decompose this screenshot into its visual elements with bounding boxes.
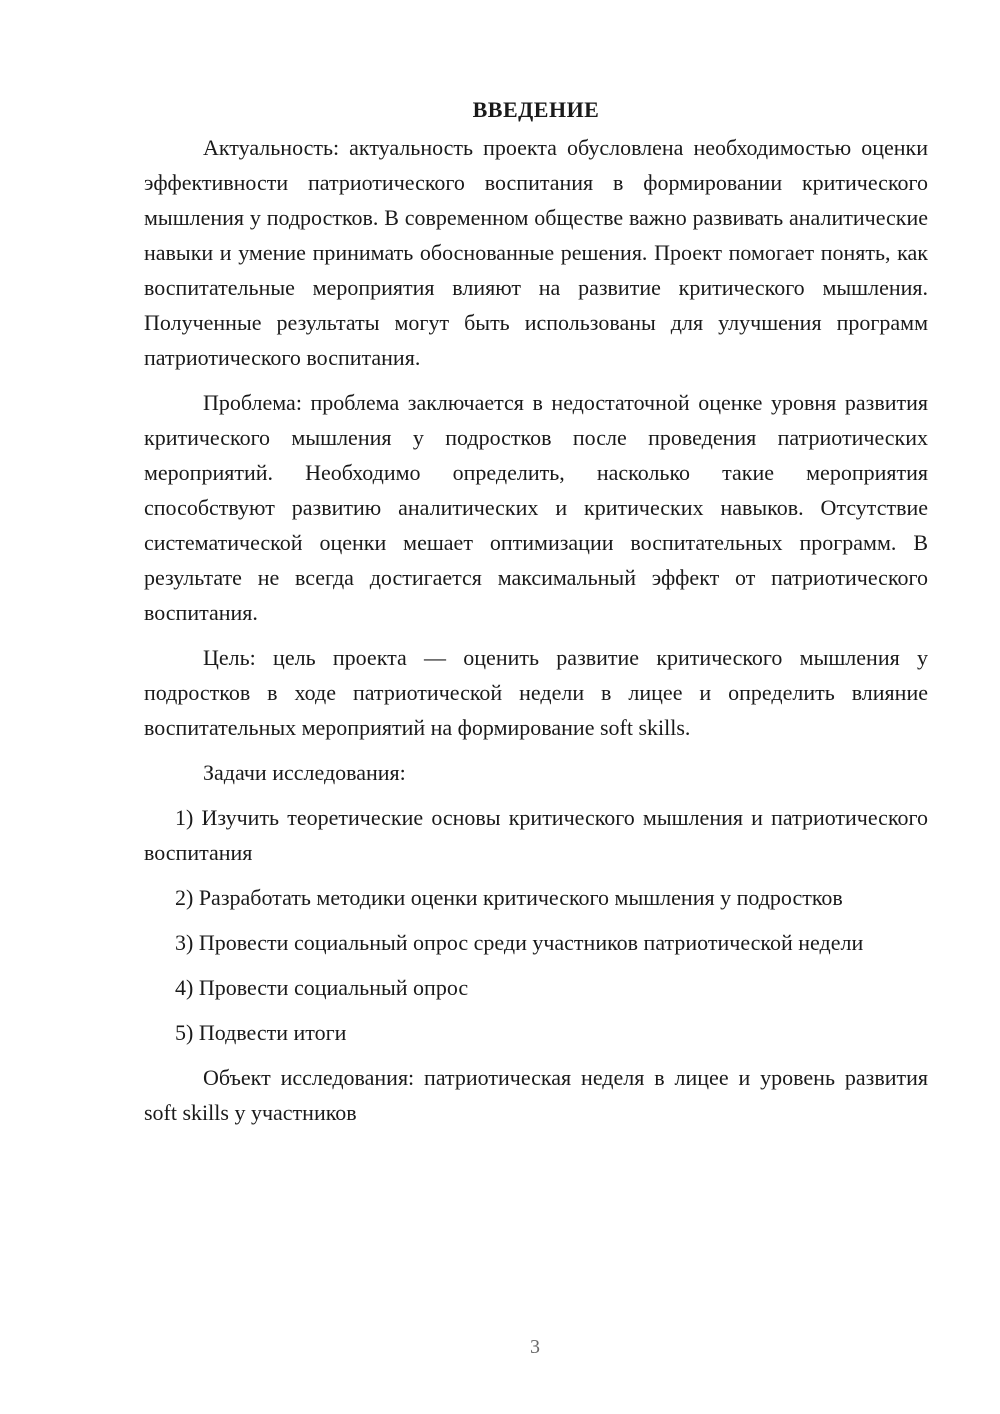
tasks-heading: Задачи исследования: — [203, 760, 406, 785]
task-item-5: 5) Подвести итоги — [175, 1020, 347, 1045]
task-item-4: 4) Провести социальный опрос — [175, 975, 469, 1000]
task-item-1: 1) Изучить теоретические основы критического мышления и патриотического воспитания — [144, 805, 928, 865]
page-number: 3 — [530, 1336, 540, 1358]
object-paragraph: Объект исследования: патриотическая неделя в лицее и уровень развития soft skills у участников — [144, 1065, 928, 1125]
page-title: ВВЕДЕНИЕ — [472, 97, 600, 122]
task-item-2: 2) Разработать методики оценки критического мышления у подростков — [175, 885, 843, 910]
goal-paragraph: Цель: цель проекта — оценить развитие критического мышления у подростков в ходе патриотической недели в лицее и определить влияние воспитательных мероприятий на формирование soft skills. — [144, 645, 928, 740]
document-body — [144, 94, 928, 1140]
problem-paragraph: Проблема: проблема заключается в недостаточной оценке уровня развития критического мышления у подростков после проведения патриотических мероприятий. Необходимо определить, насколько такие мероприятия способствуют развитию аналитических и критических навыков. Отсутствие систематической оценки мешает оптимизации воспитательных программ. В результате не всегда достигается максимальный эффект от патриотического воспитания. — [144, 390, 928, 625]
relevance-paragraph: Актуальность: актуальность проекта обусловлена необходимостью оценки эффективности патриотического воспитания в формировании критического мышления у подростков. В современном обществе важно развивать аналитические навыки и умение принимать обоснованные решения. Проект помогает понять, как воспитательные мероприятия влияют на развитие критического мышления. Полученные результаты могут быть использованы для улучшения программ патриотического воспитания. — [144, 135, 928, 370]
task-item-3: 3) Провести социальный опрос среди участников патриотической недели — [175, 930, 864, 955]
